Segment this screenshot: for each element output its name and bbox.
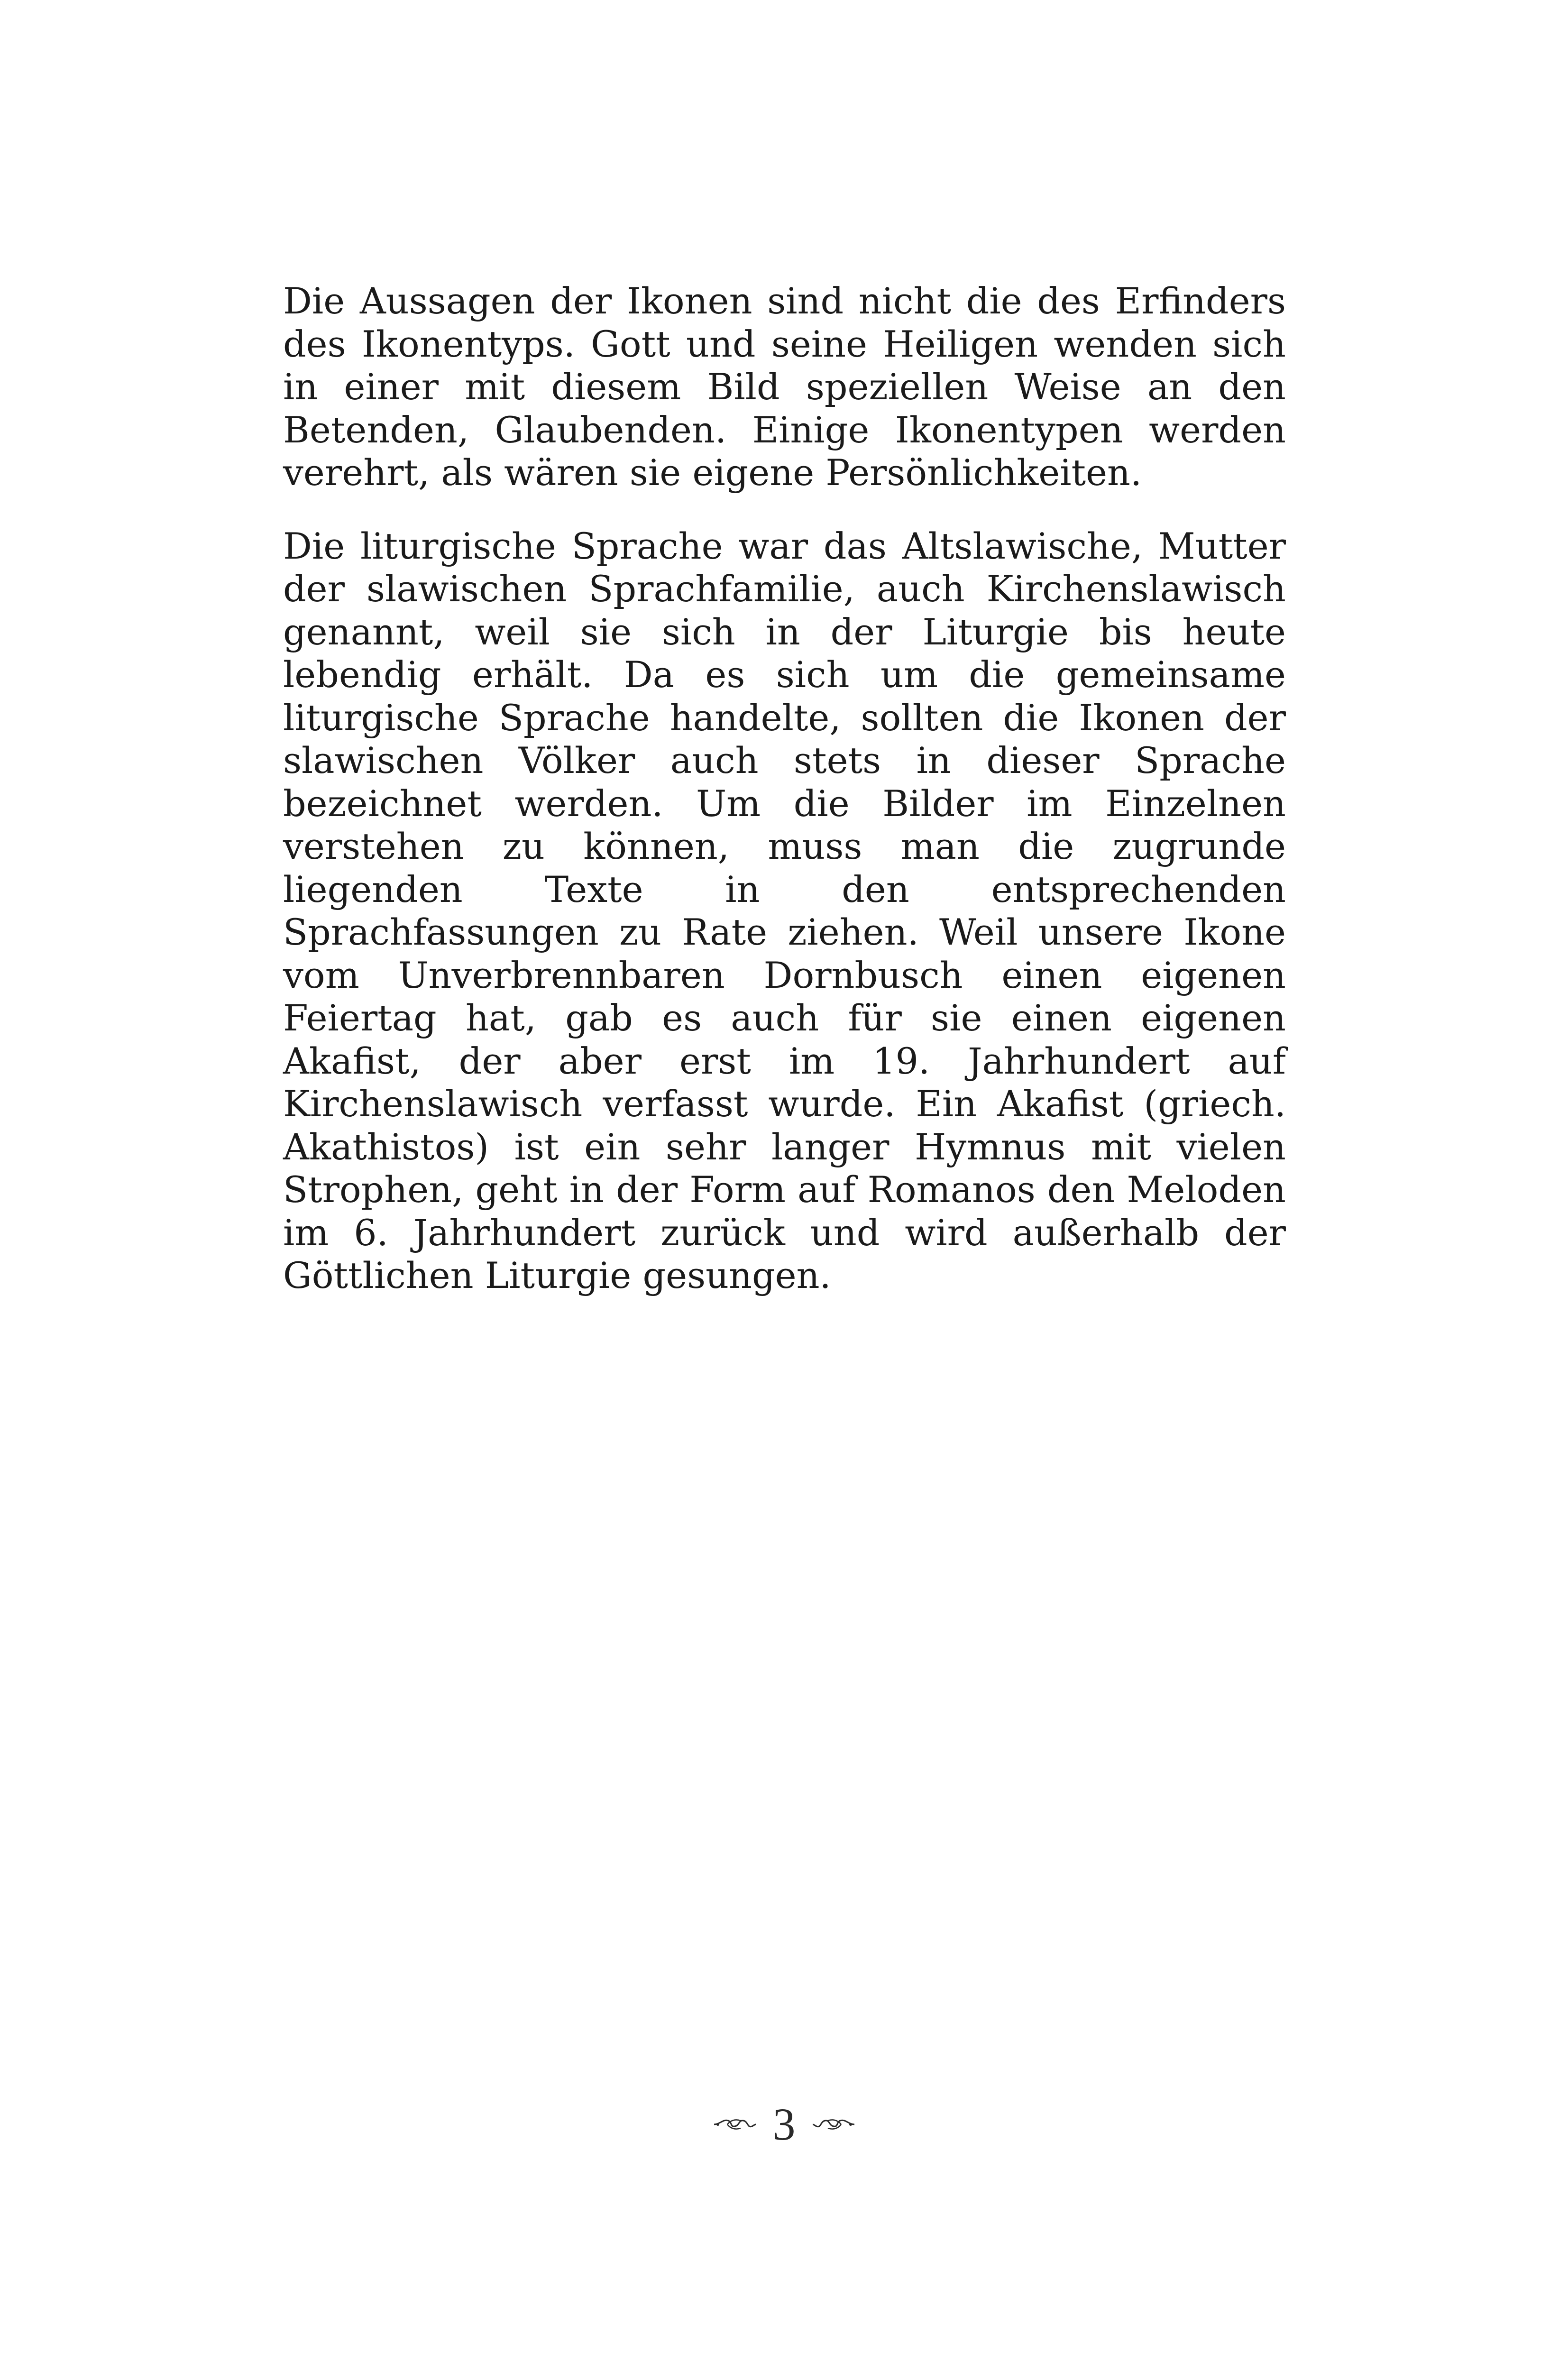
right-flourish-icon [812,2114,855,2135]
page-footer [0,2098,1568,2150]
paragraph-1: Die Aussagen der Ikonen sind nicht die des Erfinders des Ikonentyps. Gott und seine Heiligen wenden sich in einer mit diesem Bild speziellen Weise an den Betenden, Glaubenden. Einige Ikonentypen werden verehrt, als wären sie eigene Persönlichkeiten. [283,280,1286,494]
body-text [283,280,1286,1328]
paragraph-2: Die liturgische Sprache war das Altslawische, Mutter der slawischen Sprachfamilie, auch Kirchenslawisch genannt, weil sie sich in der Liturgie bis heute lebendig erhält. Da es sich um die gemeinsame liturgische Sprache handelte, sollten die Ikonen der slawischen Völker auch stets in dieser Sprache bezeichnet werden. Um die Bilder im Einzelnen verstehen zu können, muss man die zugrunde liegenden Texte in den entsprechenden Sprachfassungen zu Rate ziehen. Weil unsere Ikone vom Unverbrennbaren Dornbusch einen eigenen Feiertag hat, gab es auch für sie einen eigenen Akafist, der aber erst im 19. Jahrhundert auf Kirchenslawisch verfasst wurde. Ein Akafist (griech. Akathistos) ist ein sehr langer Hymnus mit vielen Strophen, geht in der Form auf Romanos den Meloden im 6. Jahrhundert zurück und wird außerhalb der Göttlichen Liturgie gesungen. [283,524,1286,1296]
left-flourish-icon [713,2114,757,2135]
page-number: 3 [772,2099,796,2150]
